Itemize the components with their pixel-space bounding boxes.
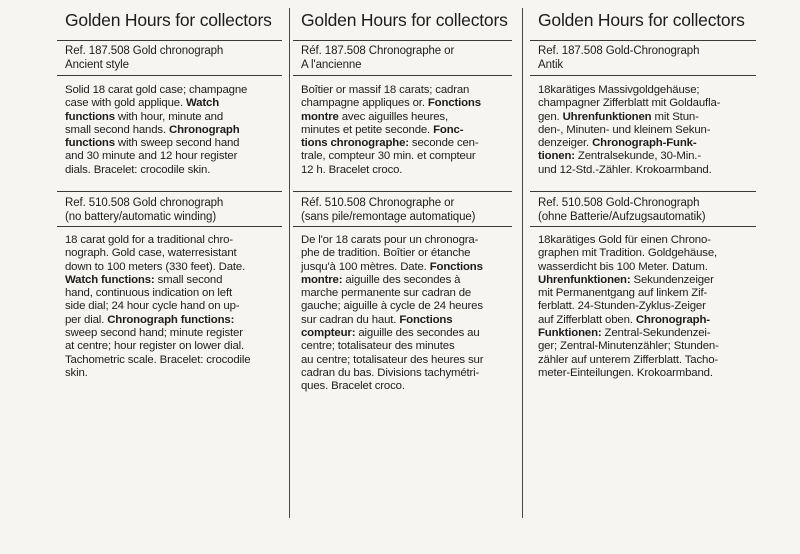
- bold-term: Uhrenfunktionen:: [538, 273, 631, 286]
- ref-line: Réf. 510.508 Chronographe or: [301, 197, 455, 209]
- bold-term: Fonc-: [433, 123, 464, 136]
- description-line: [301, 164, 508, 177]
- text-run: champagner Zifferblatt mit Goldaufla-: [538, 97, 721, 110]
- description: [538, 234, 752, 380]
- description-line: [538, 234, 752, 247]
- text-run: down to 100 meters (330 feet). Date.: [65, 260, 246, 273]
- column-divider-left: [289, 8, 290, 518]
- description-line: [301, 314, 508, 327]
- description-line: [65, 300, 278, 313]
- bold-term: montre: [301, 110, 339, 123]
- bold-term: Uhrenfunktionen: [562, 110, 652, 123]
- bold-term: montre:: [301, 273, 343, 286]
- description-line: [538, 164, 752, 177]
- ref-line: Ref. 510.508 Gold chronograph: [65, 197, 224, 209]
- description: [65, 84, 278, 177]
- description-line: [538, 287, 752, 300]
- description-line: [301, 97, 508, 110]
- text-run: side dial; 24 hour cycle hand on up-: [65, 300, 240, 313]
- divider: [293, 75, 512, 76]
- ref-line: (ohne Batterie/Aufzugsautomatik): [538, 210, 706, 223]
- text-run: graphen mit Tradition. Goldgehäuse,: [538, 247, 718, 260]
- divider: [57, 40, 282, 41]
- text-run: wasserdicht bis 100 Meter. Datum.: [538, 260, 708, 273]
- bold-term: Fonctions: [427, 97, 481, 110]
- description-line: [538, 340, 752, 353]
- ref-line: Ref. 187.508 Gold chronograph: [65, 45, 224, 57]
- column-german: [530, 0, 756, 554]
- text-run: 18karätiges Massivgoldgehäuse;: [538, 84, 700, 96]
- description-line: [65, 111, 278, 124]
- text-run: small second: [154, 273, 223, 286]
- text-run: mit Permanentgang auf linkem Zif-: [538, 287, 708, 300]
- description-line: [65, 287, 278, 300]
- description-line: [301, 354, 508, 367]
- description-line: [65, 340, 278, 353]
- description-line: [301, 150, 508, 163]
- description-line: [301, 367, 508, 380]
- ref-heading: [65, 197, 282, 224]
- text-run: zähler auf unterem Zifferblatt. Tacho-: [538, 353, 719, 366]
- ref-line: Réf. 187.508 Chronographe or: [301, 45, 455, 57]
- description-line: [301, 380, 508, 393]
- column-title: Golden Hours for collectors: [538, 10, 745, 30]
- text-run: avec aiguilles heures,: [338, 110, 448, 123]
- text-run: dials. Bracelet: crocodile skin.: [65, 163, 211, 176]
- text-run: 12 h. Bracelet croco.: [301, 163, 403, 176]
- description-line: [301, 137, 508, 150]
- bold-term: Watch functions:: [65, 273, 155, 286]
- description-line: [538, 327, 752, 340]
- description-line: [65, 261, 278, 274]
- description: [538, 84, 752, 177]
- bold-term: compteur:: [301, 327, 356, 340]
- description-line: [301, 111, 508, 124]
- description-line: [538, 111, 752, 124]
- bold-term: Fonctions: [429, 260, 483, 273]
- text-run: case with gold applique.: [65, 97, 186, 110]
- bold-term: tionen:: [538, 150, 575, 163]
- description-line: [65, 97, 278, 110]
- bold-term: Chronograph functions:: [107, 313, 235, 326]
- text-run: 18 carat gold for a traditional chro-: [65, 234, 233, 246]
- text-run: at centre; hour register on lower dial.: [65, 340, 245, 353]
- bold-term: Watch: [186, 97, 219, 110]
- description-line: [538, 367, 752, 380]
- text-run: trale, compteur 30 min. et compteur: [301, 150, 476, 163]
- ref-line: Ancient style: [65, 58, 129, 71]
- text-run: and 30 minute and 12 hour register: [65, 150, 238, 163]
- divider: [530, 191, 756, 192]
- ref-line: Antik: [538, 58, 564, 71]
- ref-line: Ref. 187.508 Gold-Chronograph: [538, 45, 700, 57]
- bold-term: Funktionen:: [538, 327, 602, 340]
- ref-line: (no battery/automatic winding): [65, 210, 217, 223]
- text-run: Tachometric scale. Bracelet: crocodile: [65, 353, 251, 366]
- description-line: [538, 84, 752, 97]
- column-title: Golden Hours for collectors: [301, 10, 508, 30]
- ref-line: Ref. 510.508 Gold-Chronograph: [538, 197, 700, 209]
- text-run: hand, continuous indication on left: [65, 287, 233, 300]
- description-line: [538, 274, 752, 287]
- text-run: sweep second hand; minute register: [65, 327, 243, 340]
- description-line: [65, 274, 278, 287]
- text-run: champagne appliques or.: [301, 97, 428, 110]
- description-line: [538, 124, 752, 137]
- text-run: centre; totalisateur des minutes: [301, 340, 455, 353]
- description-line: [65, 84, 278, 97]
- text-run: De l'or 18 carats pour un chronogra-: [301, 234, 479, 246]
- divider: [57, 226, 282, 227]
- description-line: [301, 274, 508, 287]
- description-line: [538, 137, 752, 150]
- text-run: per dial.: [65, 313, 108, 326]
- text-run: ger; Zentral-Minutenzähler; Stunden-: [538, 340, 719, 353]
- text-run: ques. Bracelet croco.: [301, 380, 405, 393]
- text-run: Zentral-Sekundenzei-: [601, 327, 711, 340]
- description-line: [538, 97, 752, 110]
- description-line: [65, 150, 278, 163]
- text-run: seconde cen-: [408, 137, 479, 150]
- bold-term: Fonctions: [399, 313, 453, 326]
- description-line: [538, 314, 752, 327]
- ref-line: A l'ancienne: [301, 58, 362, 71]
- text-run: with sweep second hand: [114, 137, 240, 150]
- column-title: Golden Hours for collectors: [65, 10, 272, 30]
- description-line: [301, 287, 508, 300]
- text-run: Zentralsekunde, 30-Min.-: [574, 150, 701, 163]
- divider: [530, 226, 756, 227]
- divider: [530, 75, 756, 76]
- ref-heading: [538, 45, 756, 72]
- text-run: nograph. Gold case, waterresistant: [65, 247, 237, 260]
- text-run: marche permanente sur cadran de: [301, 287, 472, 300]
- divider: [530, 40, 756, 41]
- description: [301, 84, 508, 177]
- text-run: au centre; totalisateur des heures sur: [301, 353, 484, 366]
- text-run: gauche; aiguille à cycle de 24 heures: [301, 300, 483, 313]
- ref-heading: [538, 197, 756, 224]
- description-line: [538, 150, 752, 163]
- text-run: gen.: [538, 110, 563, 123]
- text-run: small second hands.: [65, 123, 170, 136]
- text-run: phe de tradition. Boîtier or étanche: [301, 247, 471, 260]
- bold-term: Chronograph-Funk-: [592, 137, 697, 150]
- text-run: jusqu'à 100 mètres. Date.: [301, 260, 430, 273]
- description-line: [301, 247, 508, 260]
- description-line: [65, 367, 278, 380]
- bold-term: Chronograph: [169, 123, 240, 136]
- divider: [293, 226, 512, 227]
- column-divider-right: [522, 8, 523, 518]
- text-run: auf Zifferblatt oben.: [538, 313, 636, 326]
- ref-heading: [65, 45, 282, 72]
- ref-line: (sans pile/remontage automatique): [301, 210, 476, 223]
- text-run: sur cadran du haut.: [301, 313, 400, 326]
- column-english: [57, 0, 282, 554]
- description-line: [301, 124, 508, 137]
- description-line: [65, 354, 278, 367]
- text-run: Solid 18 carat gold case; champagne: [65, 84, 248, 96]
- bold-term: Chronograph-: [635, 313, 710, 326]
- text-run: aiguille des secondes à: [342, 273, 461, 286]
- divider: [293, 191, 512, 192]
- text-run: skin.: [65, 366, 88, 379]
- description-line: [65, 327, 278, 340]
- text-run: 18karätiges Gold für einen Chrono-: [538, 234, 711, 246]
- divider: [57, 75, 282, 76]
- column-french: [293, 0, 512, 554]
- bold-term: functions: [65, 110, 115, 123]
- text-run: und 12-Std.-Zähler. Krokoarmband.: [538, 163, 712, 176]
- text-run: cadran du bas. Divisions tachymétri-: [301, 366, 480, 379]
- text-run: Sekundenzeiger: [630, 273, 714, 286]
- divider: [293, 40, 512, 41]
- description-line: [301, 261, 508, 274]
- bold-term: tions chronographe:: [301, 137, 409, 150]
- description-line: [301, 84, 508, 97]
- description-line: [65, 124, 278, 137]
- text-run: with hour, minute and: [114, 110, 224, 123]
- text-run: minutes et petite seconde.: [301, 123, 434, 136]
- ref-heading: [301, 197, 512, 224]
- description-line: [538, 261, 752, 274]
- text-run: ferblatt. 24-Stunden-Zyklus-Zeiger: [538, 300, 706, 313]
- description-line: [301, 234, 508, 247]
- bold-term: functions: [65, 137, 115, 150]
- text-run: aiguille des secondes au: [355, 327, 480, 340]
- description-line: [301, 340, 508, 353]
- description-line: [538, 300, 752, 313]
- text-run: mit Stun-: [651, 110, 699, 123]
- description-line: [65, 314, 278, 327]
- description-line: [301, 327, 508, 340]
- text-run: meter-Einteilungen. Krokoarmband.: [538, 366, 713, 379]
- description: [301, 234, 508, 394]
- description-line: [538, 354, 752, 367]
- description-line: [538, 247, 752, 260]
- description-line: [65, 164, 278, 177]
- text-run: denzeiger.: [538, 137, 593, 150]
- divider: [57, 191, 282, 192]
- description: [65, 234, 278, 380]
- ref-heading: [301, 45, 512, 72]
- text-run: Boîtier or massif 18 carats; cadran: [301, 84, 470, 96]
- text-run: den-, Minuten- und kleinem Sekun-: [538, 123, 711, 136]
- description-line: [65, 137, 278, 150]
- description-line: [301, 300, 508, 313]
- description-line: [65, 247, 278, 260]
- description-line: [65, 234, 278, 247]
